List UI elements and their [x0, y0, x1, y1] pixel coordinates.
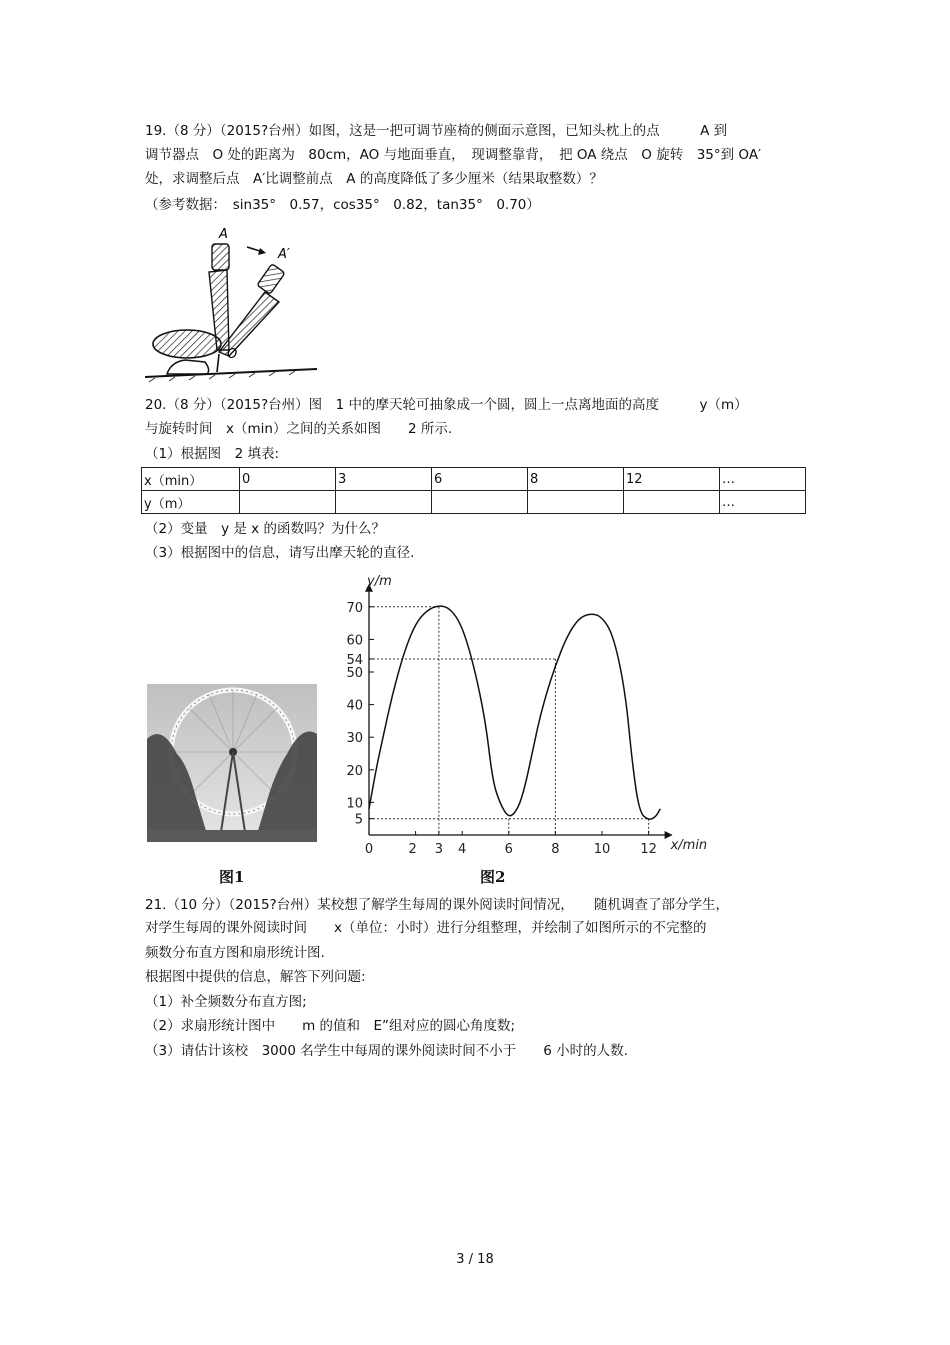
x-tick-label: 4: [458, 842, 467, 857]
y-tick-label: 70: [346, 600, 363, 616]
table-cell: 8: [528, 468, 624, 491]
q21-line-3: 频数分布直方图和扇形统计图.: [145, 945, 325, 961]
page-number: 3 / 18: [456, 1252, 494, 1267]
table-row-y: [142, 491, 806, 514]
table-cell: 0: [240, 468, 336, 491]
height-time-chart: [335, 572, 708, 862]
x-tick-label: 10: [593, 842, 611, 857]
y-axis-label: y/m: [367, 574, 392, 589]
x-tick-label: 6: [504, 842, 513, 857]
q21-line-7: （3）请估计该校 3000 名学生中每周的课外阅读时间不小于 6 小时的人数.: [145, 1043, 628, 1059]
fill-in-table: [141, 467, 806, 514]
y-tick-label: 5: [354, 812, 363, 828]
q21-line-4: 根据图中提供的信息，解答下列问题:: [145, 969, 366, 985]
q21-line-1: 21.（10 分）（2015?台州）某校想了解学生每周的课外阅读时间情况， 随机调查了部分学生，: [145, 897, 729, 913]
table-cell: x（min）: [142, 468, 240, 491]
table-cell[interactable]: [240, 491, 336, 514]
y-tick-label: 60: [346, 633, 363, 649]
q20-line-2: 与旋转时间 x（min）之间的关系如图 2 所示.: [145, 421, 453, 437]
q21-line-5: （1）补全频数分布直方图;: [145, 994, 307, 1010]
table-cell: …: [720, 491, 806, 514]
q21-line-2: 对学生每周的课外阅读时间 x（单位：小时）进行分组整理，并绘制了如图所示的不完整的: [145, 920, 707, 936]
table-cell: 6: [432, 468, 528, 491]
x-axis-label: x/min: [670, 838, 708, 853]
y-tick-label: 54: [346, 652, 363, 668]
q20-line-5: （3）根据图中的信息，请写出摩天轮的直径.: [145, 545, 415, 561]
q19-line-1: 19.（8 分）（2015?台州）如图，这是一把可调节座椅的侧面示意图，已知头枕上的点 A 到: [145, 123, 728, 139]
y-tick-label: 20: [346, 763, 363, 779]
seat-diagram: [145, 222, 320, 382]
x-tick-label: 0: [364, 842, 374, 857]
table-cell: …: [720, 468, 806, 491]
label-a: A: [219, 227, 228, 242]
q20-line-3: （1）根据图 2 填表:: [145, 446, 280, 462]
figure-2-caption: 图2: [480, 868, 506, 886]
label-o: O: [227, 347, 238, 362]
q21-line-6: （2）求扇形统计图中 m 的值和 E”组对应的圆心角度数;: [145, 1018, 516, 1034]
table-cell[interactable]: [336, 491, 432, 514]
x-tick-label: 2: [408, 842, 417, 857]
q19-line-4: （参考数据： sin35° 0.57，cos35° 0.82，tan35° 0.70）: [145, 197, 540, 213]
q19-line-3: 处，求调整后点 A′比调整前点 A 的高度降低了多少厘米（结果取整数）？: [145, 171, 603, 187]
series-line: [369, 606, 660, 819]
y-tick-label: 10: [346, 796, 363, 812]
q19-line-2: 调节器点 O 处的距离为 80cm，AO 与地面垂直， 现调整靠背， 把 OA 绕点 O 旋转 35°到 OA′: [145, 147, 762, 163]
label-a-prime: A′: [278, 247, 290, 262]
table-cell[interactable]: [624, 491, 720, 514]
table-cell[interactable]: [432, 491, 528, 514]
figure-1-caption: 图1: [219, 868, 245, 886]
y-tick-label: 30: [346, 731, 363, 747]
q20-line-4: （2）变量 y 是 x 的函数吗？为什么？: [145, 521, 385, 537]
y-tick-label: 50: [346, 666, 363, 681]
table-cell: 12: [624, 468, 720, 491]
table-cell: 3: [336, 468, 432, 491]
table-cell: y（m）: [142, 491, 240, 514]
x-tick-label: 3: [434, 842, 444, 857]
x-tick-label: 8: [551, 842, 560, 857]
table-row-x: [142, 468, 806, 491]
ferris-wheel-photo: [147, 684, 317, 842]
table-cell[interactable]: [528, 491, 624, 514]
q20-line-1: 20.（8 分）（2015?台州）图 1 中的摩天轮可抽象成一个圆，圆上一点离地面的高度 y（m）: [145, 397, 748, 413]
x-tick-label: 12: [640, 842, 657, 857]
y-tick-label: 40: [346, 698, 363, 714]
